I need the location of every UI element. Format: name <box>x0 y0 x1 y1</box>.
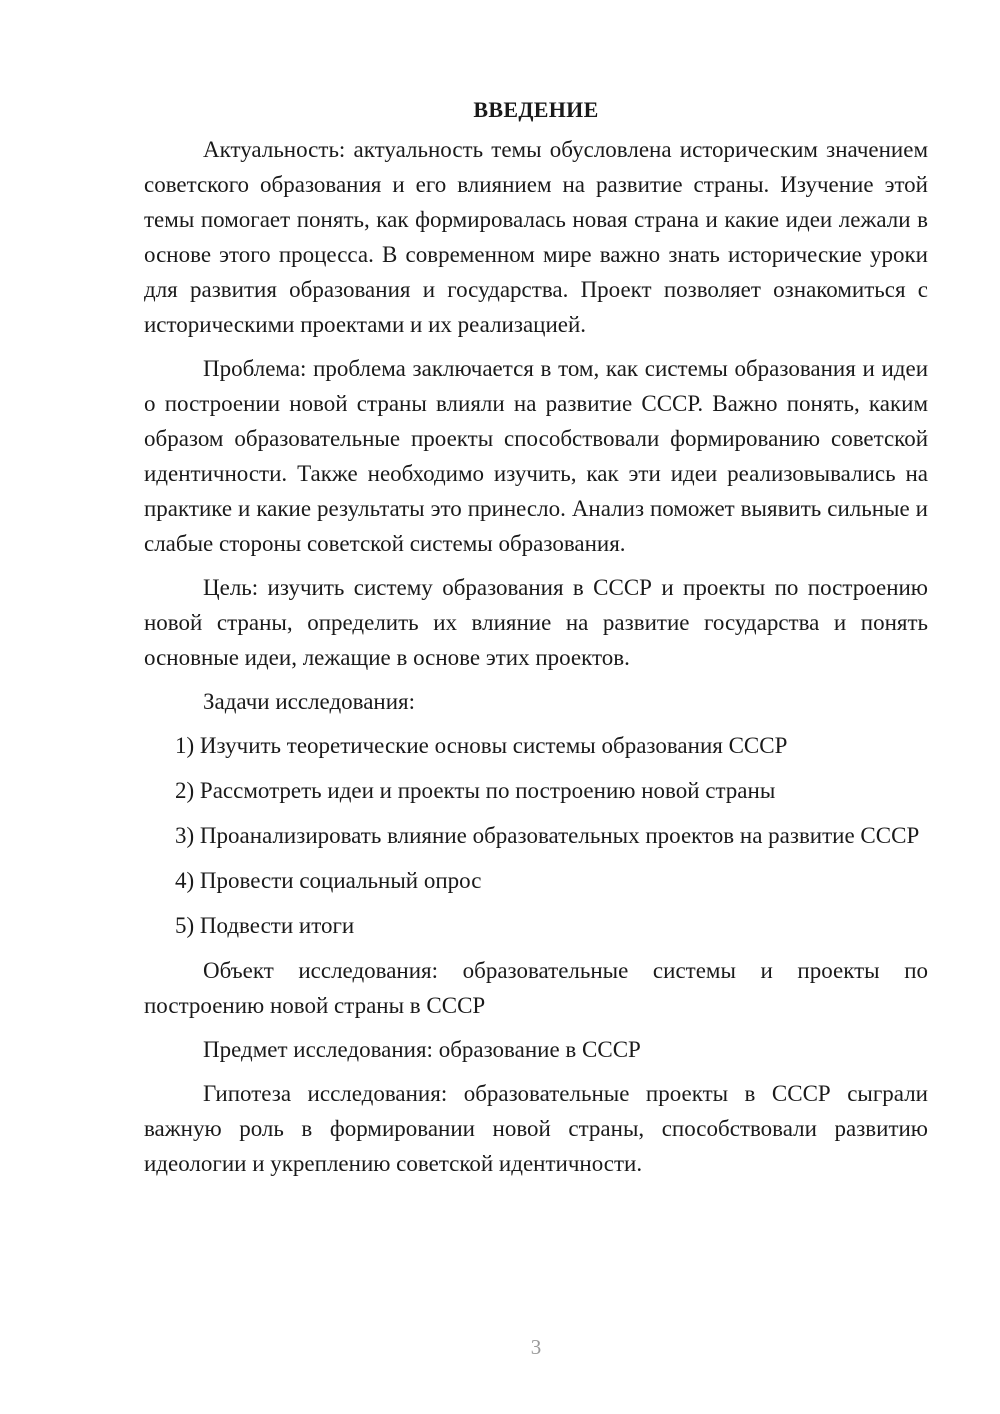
problem-paragraph: Проблема: проблема заключается в том, как системы образования и идеи о построении новой страны влияли на развитие СССР. Важно понять, каким образом образовательные проекты способствовали формированию советской идентичности. Также необходимо изучить, как эти идеи реализовывались на практике и какие результаты это принесло. Анализ поможет выявить сильные и слабые стороны советской системы образования. <box>144 356 928 556</box>
tasks-list <box>144 728 928 943</box>
goal-paragraph: Цель: изучить систему образования в СССР и проекты по построению новой страны, определить их влияние на развитие государства и понять основные идеи, лежащие в основе этих проектов. <box>144 575 928 670</box>
task-item: 3) Проанализировать влияние образовательных проектов на развитие СССР <box>175 823 920 848</box>
hypothesis-paragraph: Гипотеза исследования: образовательные проекты в СССР сыграли важную роль в формировании новой страны, способствовали развитию идеологии и укреплению советской идентичности. <box>144 1081 928 1176</box>
section-heading: ВВЕДЕНИЕ <box>473 97 599 122</box>
task-item: 5) Подвести итоги <box>175 913 355 938</box>
task-item: 2) Рассмотреть идеи и проекты по построению новой страны <box>175 778 776 803</box>
tasks-title: Задачи исследования: <box>203 689 416 714</box>
subject-paragraph: Предмет исследования: образование в СССР <box>203 1037 641 1062</box>
relevance-paragraph: Актуальность: актуальность темы обусловлена историческим значением советского образования и его влиянием на развитие страны. Изучение этой темы помогает понять, как формировалась новая страна и какие идеи лежали в основе этого процесса. В современном мире важно знать исторические уроки для развития образования и государства. Проект позволяет ознакомиться с историческими проектами и их реализацией. <box>144 137 928 337</box>
task-item: 4) Провести социальный опрос <box>175 868 482 893</box>
page-number: 3 <box>530 1335 542 1359</box>
task-item: 1) Изучить теоретические основы системы образования СССР <box>175 733 788 758</box>
page-content <box>144 92 928 1181</box>
object-paragraph: Объект исследования: образовательные системы и проекты по построению новой страны в СССР <box>144 958 928 1018</box>
